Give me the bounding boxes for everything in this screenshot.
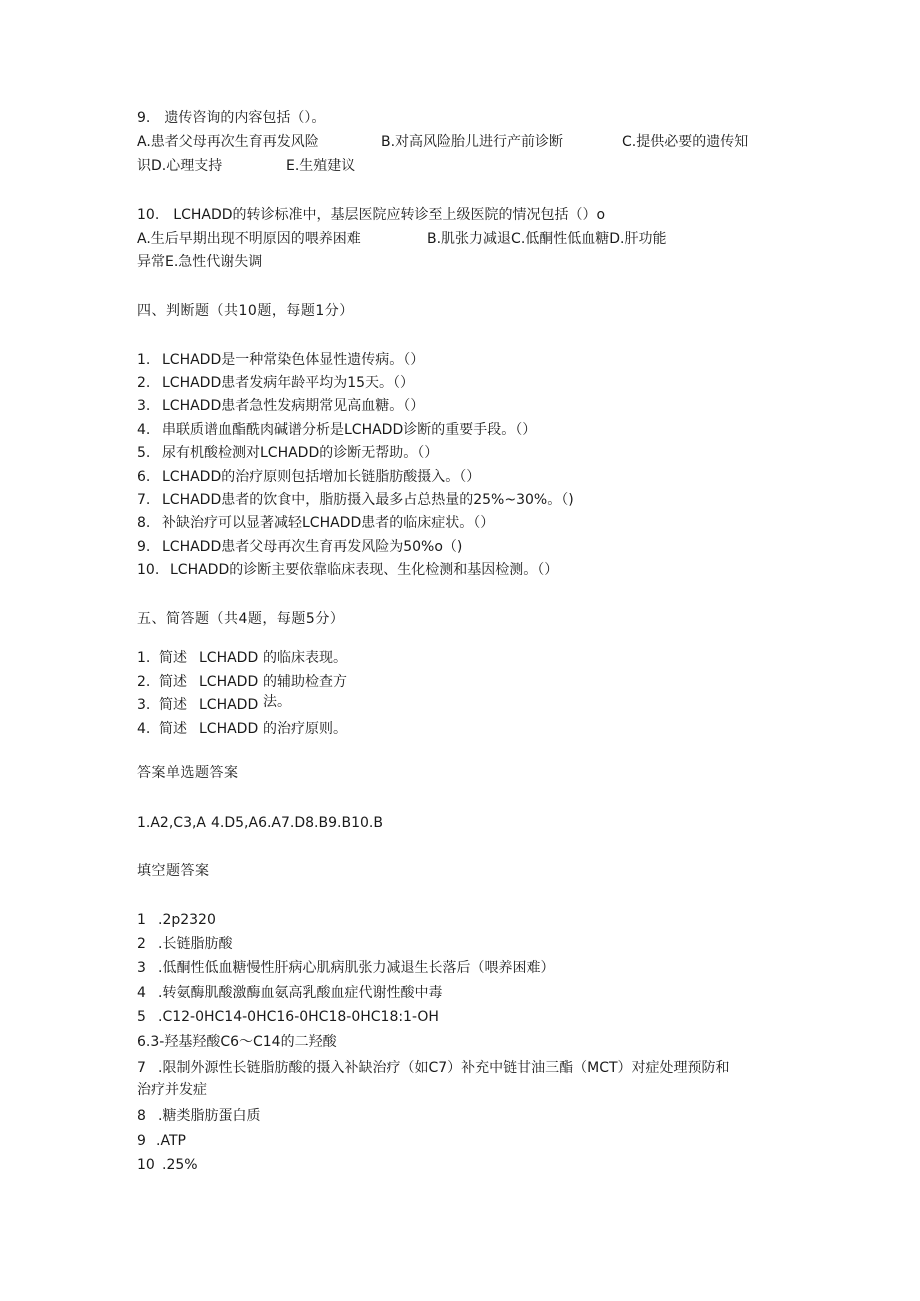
- fill-answer-text: 6.3-羟基羟酸C6～C14的二羟酸: [137, 1034, 337, 1050]
- fill-answer-text: 治疗并发症: [137, 1082, 207, 1098]
- judge-item-number: 9.: [137, 539, 151, 555]
- fill-answer-text: .糖类脂肪蛋白质: [158, 1108, 261, 1124]
- judge-item-text: 补缺治疗可以显著减轻LCHADD患者的临床症状。（）: [162, 515, 495, 531]
- fill-answer-number: 10: [137, 1157, 155, 1173]
- fill-answer-number: 1: [137, 912, 146, 928]
- q10-option-b-cont: 异常E.急性代谢失调: [137, 254, 263, 270]
- short-item-subject: LCHADD: [199, 697, 259, 713]
- short-section-title: 五、简答题（共4题，每题5分）: [137, 611, 345, 627]
- short-item-number: 3.: [137, 697, 151, 713]
- fill-answer-number: 9: [137, 1133, 146, 1149]
- judge-item-number: 6.: [137, 469, 151, 485]
- short-item-tail: 法。: [263, 694, 291, 710]
- short-item-tail: 的临床表现。: [263, 650, 347, 666]
- q9-option-b: B.对高风险胎儿进行产前诊断: [381, 134, 564, 150]
- single-answer-title: 答案单选题答案: [137, 765, 239, 781]
- judge-item-number: 8.: [137, 515, 151, 531]
- fill-answer-number: 5: [137, 1009, 146, 1025]
- short-item-verb: 简述: [159, 674, 187, 690]
- judge-item-text: 尿有机酸检测对LCHADD的诊断无帮助。（）: [162, 445, 439, 461]
- q10-stem: 10. LCHADD的转诊标准中，基层医院应转诊至上级医院的情况包括（）o: [137, 207, 606, 223]
- judge-section-title: 四、判断题（共10题，每题1分）: [137, 303, 354, 319]
- q9-option-e: E.生殖建议: [286, 158, 356, 174]
- judge-item-number: 10.: [137, 562, 160, 578]
- judge-item-number: 4.: [137, 422, 151, 438]
- fill-answer-title: 填空题答案: [137, 863, 210, 879]
- short-item-verb: 简述: [159, 697, 187, 713]
- short-item-tail: 的辅助检查方: [263, 674, 347, 690]
- short-item-verb: 简述: [159, 721, 187, 737]
- judge-item-text: LCHADD的治疗原则包括增加长链脂肪酸摄入。（）: [162, 469, 481, 485]
- fill-answer-text: .C12-0HC14-0HC16-0HC18-0HC18:1-OH: [158, 1009, 439, 1025]
- single-answer-part2: 4.D5,A6.A7.D8.B9.B10.B: [211, 815, 383, 831]
- judge-item-number: 5.: [137, 445, 151, 461]
- judge-item-number: 7.: [137, 492, 151, 508]
- q9-stem: 9. 遗传咨询的内容包括（）。: [137, 110, 326, 126]
- q10-option-b: B.肌张力减退C.低酮性低血糖D.肝功能: [427, 231, 667, 247]
- judge-item-text: 串联质谱血酯酰肉碱谱分析是LCHADD诊断的重要手段。（）: [162, 422, 537, 438]
- judge-item-number: 2.: [137, 375, 151, 391]
- single-answer-part1: 1.A2,C3,A: [137, 815, 207, 831]
- fill-answer-text: .2p2320: [158, 912, 216, 928]
- judge-item-text: LCHADD是一种常染色体显性遗传病。（）: [162, 352, 425, 368]
- fill-answer-text: .转氨酶肌酸激酶血氨高乳酸血症代谢性酸中毒: [158, 985, 443, 1001]
- fill-answer-number: 4: [137, 985, 146, 1001]
- short-item-number: 1.: [137, 650, 151, 666]
- fill-answer-number: 3: [137, 960, 146, 976]
- fill-answer-number: 2: [137, 936, 146, 952]
- judge-item-number: 3.: [137, 398, 151, 414]
- short-item-number: 2.: [137, 674, 151, 690]
- short-item-verb: 简述: [159, 650, 187, 666]
- short-item-number: 4.: [137, 721, 151, 737]
- fill-answer-number: 7: [137, 1060, 146, 1076]
- judge-item-text: LCHADD的诊断主要依靠临床表现、生化检测和基因检测。（）: [170, 562, 559, 578]
- judge-item-text: LCHADD患者父母再次生育再发风险为50%o（): [162, 539, 463, 555]
- judge-item-text: LCHADD患者的饮食中，脂肪摄入最多占总热量的25%~30%。（): [162, 492, 574, 508]
- fill-answer-text: .长链脂肪酸: [158, 936, 233, 952]
- judge-item-text: LCHADD患者发病年龄平均为15天。（）: [162, 375, 415, 391]
- q9-option-a: A.患者父母再次生育再发风险: [137, 134, 319, 150]
- short-item-subject: LCHADD: [199, 650, 259, 666]
- fill-answer-text: .低酮性低血糖慢性肝病心肌病肌张力减退生长落后（喂养困难）: [158, 960, 555, 976]
- q9-option-c-cont: 识D.心理支持: [137, 158, 223, 174]
- fill-answer-number: 8: [137, 1108, 146, 1124]
- q10-option-a: A.生后早期出现不明原因的喂养困难: [137, 231, 361, 247]
- judge-item-number: 1.: [137, 352, 151, 368]
- fill-answer-text: .限制外源性长链脂肪酸的摄入补缺治疗（如C7）补充中链甘油三酯（MCT）对症处理预防和: [158, 1060, 730, 1076]
- fill-answer-text: .ATP: [156, 1133, 186, 1149]
- short-item-tail: 的治疗原则。: [263, 721, 347, 737]
- short-item-subject: LCHADD: [199, 721, 259, 737]
- fill-answer-text: .25%: [162, 1157, 198, 1173]
- q9-option-c: C.提供必要的遗传知: [622, 134, 749, 150]
- judge-item-text: LCHADD患者急性发病期常见高血糖。（）: [162, 398, 425, 414]
- short-item-subject: LCHADD: [199, 674, 259, 690]
